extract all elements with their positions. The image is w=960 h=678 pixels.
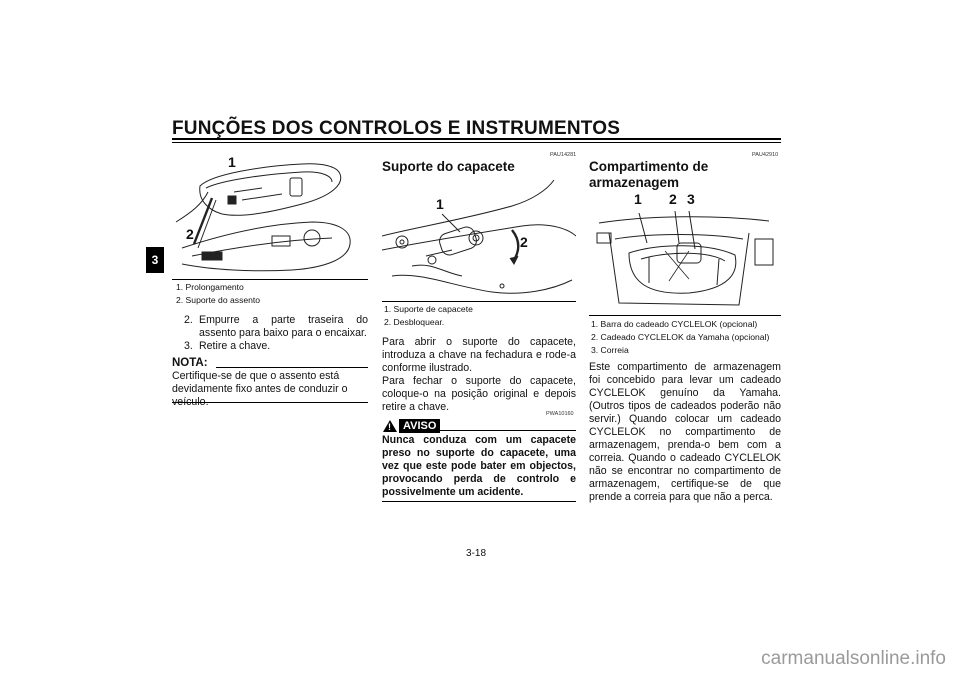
callout-2: 2 [520,234,528,250]
warning-text: Nunca conduza com um capacete preso no suporte do capacete, uma vez que este pode bater em objectos, provocando perda de controlo e possivelmente um acidente. [382,434,576,498]
section-heading: Compartimento de armazenagem [589,159,709,190]
paragraph: Para fechar o suporte do capacete, coloque-o na posição original e depois retire a chave. [382,375,576,413]
section-heading: Suporte do capacete [382,159,515,174]
callout-1: 1 [228,154,236,170]
callout-1: 1 [436,196,444,212]
caption-rule [382,301,576,302]
warning-word: AVISO [399,419,440,433]
step-text: Retire a chave. [199,340,271,352]
ref-code: PAU14281 [550,152,577,158]
note-rule [216,367,368,368]
note-label: NOTA: [172,357,208,369]
caption-3: 3. Correia [591,345,629,355]
title-rule-thin [172,142,781,143]
storage-compartment-figure [589,193,781,313]
ref-code: PAU42910 [752,152,779,158]
chapter-tab: 3 [146,247,164,273]
helmet-holder-figure [382,176,576,300]
step-number: 2. [184,314,193,326]
caption-rule [589,315,781,316]
warning-triangle-icon: ! [383,420,397,432]
title-rule [172,138,781,140]
seat-figure [172,152,368,278]
note-text: Certifique-se de que o assento está devidamente fixo antes de conduzir o veículo. [172,370,348,408]
seat-illustration [172,152,368,278]
warning-label [383,419,440,433]
note-end-rule [172,402,368,403]
page-title: FUNÇÕES DOS CONTROLOS E INSTRUMENTOS [172,118,621,139]
caption-2: 2. Suporte do assento [176,295,261,305]
caption-1: 1. Prolongamento [176,282,244,292]
caption-2: 2. Desbloquear. [384,317,445,327]
page-number: 3-18 [466,548,487,559]
warning-rule [440,430,576,431]
step-number: 3. [184,340,193,352]
warning-ref-code: PWA10160 [546,411,574,417]
caption-1: 1. Suporte de capacete [384,304,473,314]
watermark: carmanualsonline.info [761,648,946,669]
callout-3: 3 [687,191,695,207]
paragraph: Para abrir o suporte do capacete, introduza a chave na fechadura e rode-a conforme ilustrado. [382,336,576,374]
warning-end-rule [382,501,576,502]
helmet-holder-illustration [382,176,576,300]
callout-2: 2 [669,191,677,207]
storage-compartment-illustration [589,193,781,313]
paragraph: Este compartimento de armazenagem foi concebido para levar um cadeado CYCLELOK genuíno da Yamaha. (Outros tipos de cadeados poderão não servir.) Quando colocar um cadeado CYCLELOK no compartimento de armazenagem, prenda-o bem com a correia. Quando o cadeado CYCLELOK não se encontrar no compartimento de armazenagem, certifique-se de que prende a correia para que não a perca. [589,361,781,503]
callout-1: 1 [634,191,642,207]
step-text: Empurre a parte traseira do assento para baixo para o encaixar. [199,314,368,339]
caption-2: 2. Cadeado CYCLELOK da Yamaha (opcional) [591,332,770,342]
caption-rule [172,279,368,280]
callout-2: 2 [186,226,194,242]
caption-1: 1. Barra do cadeado CYCLELOK (opcional) [591,319,758,329]
